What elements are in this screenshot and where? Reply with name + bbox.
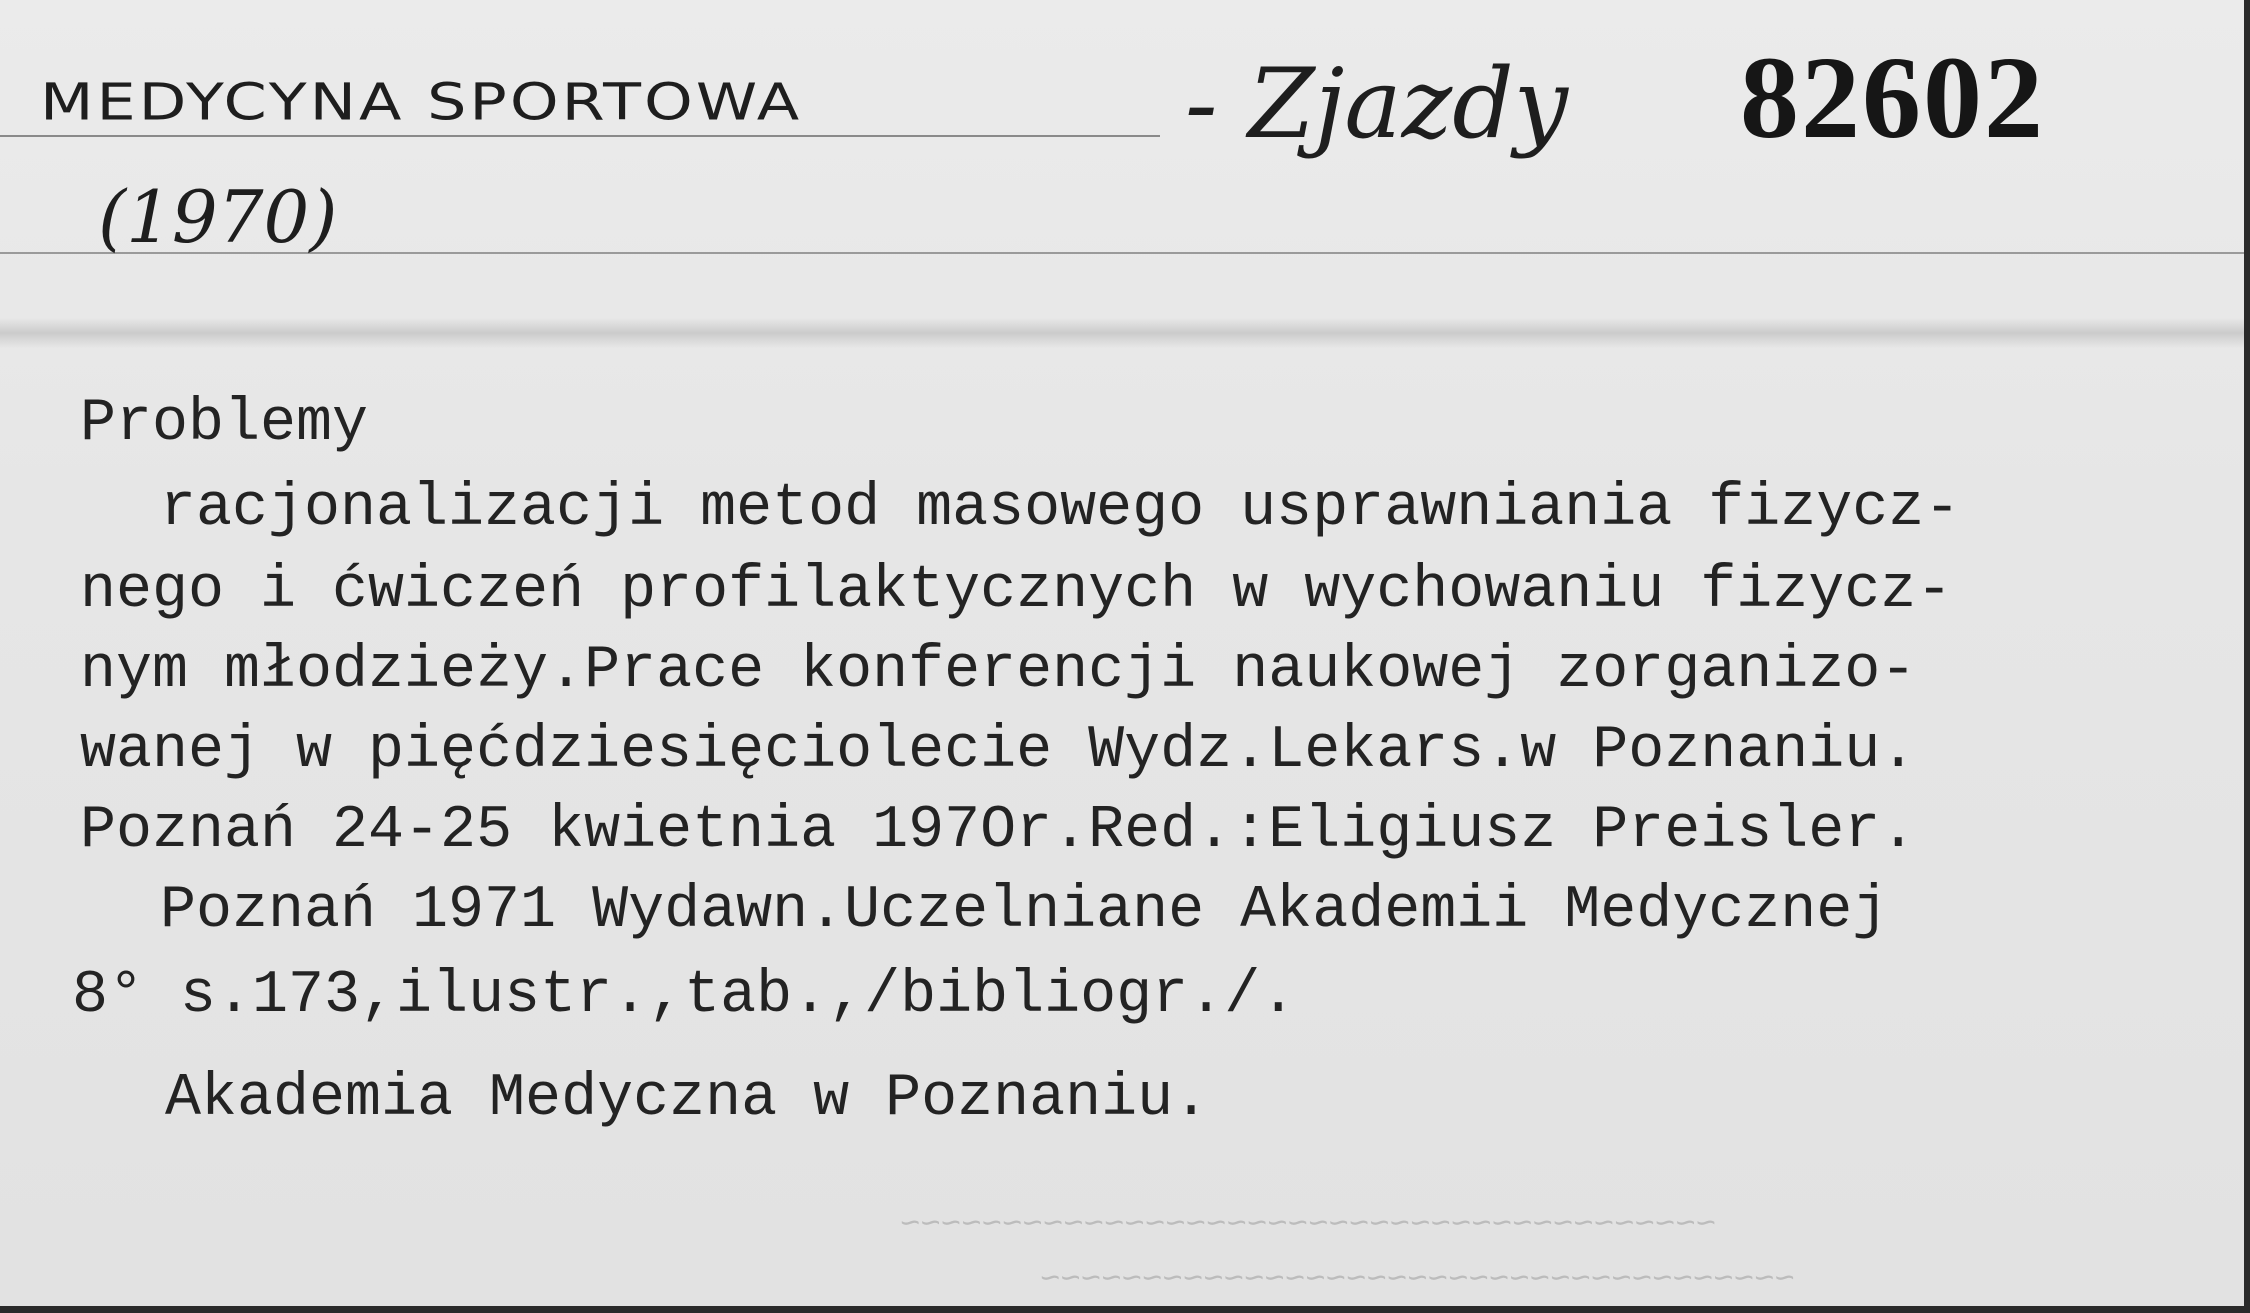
entry-line: nego i ćwiczeń profilaktycznych w wychowaniu fizycz- [80, 557, 1953, 625]
entry-line: 8° s.173,ilustr.,tab.,/bibliogr./. [72, 962, 1297, 1030]
entry-line: Problemy [80, 390, 369, 458]
call-number: 82602 [1740, 32, 2045, 163]
entry-line: Akademia Medyczna w Poznaniu. [165, 1065, 1210, 1133]
entry-line: nym młodzieży.Prace konferencji naukowej zorganizo- [80, 637, 1917, 705]
entry-line: Poznań 24-25 kwietnia 197Or.Red.:Eligiusz Preisler. [80, 797, 1917, 865]
entry-line: wanej w pięćdziesięciolecie Wydz.Lekars.w Poznaniu. [80, 717, 1917, 785]
heading-rule [0, 135, 1160, 137]
entry-line: Poznań 1971 Wydawn.Uczelniane Akademii Medycznej [160, 877, 1889, 945]
heading-year: (1970) [98, 175, 338, 259]
entry-line: racjonalizacji metod masowego usprawniania fizycz- [160, 475, 1961, 543]
bleed-through-text: ~~~~~~~~~~~~~~~~~~~~~~~~~~~~~~~~~~~~~~~~ [900, 1200, 1717, 1238]
subject-subdivision: - Zjazdy [1185, 48, 1568, 160]
subject-heading: MEDYCYNA SPORTOWA [40, 72, 803, 132]
smudge [0, 318, 2244, 348]
bleed-through-text: ~~~~~~~~~~~~~~~~~~~~~~~~~~~~~~~~~~~~~ [1040, 1255, 1795, 1293]
